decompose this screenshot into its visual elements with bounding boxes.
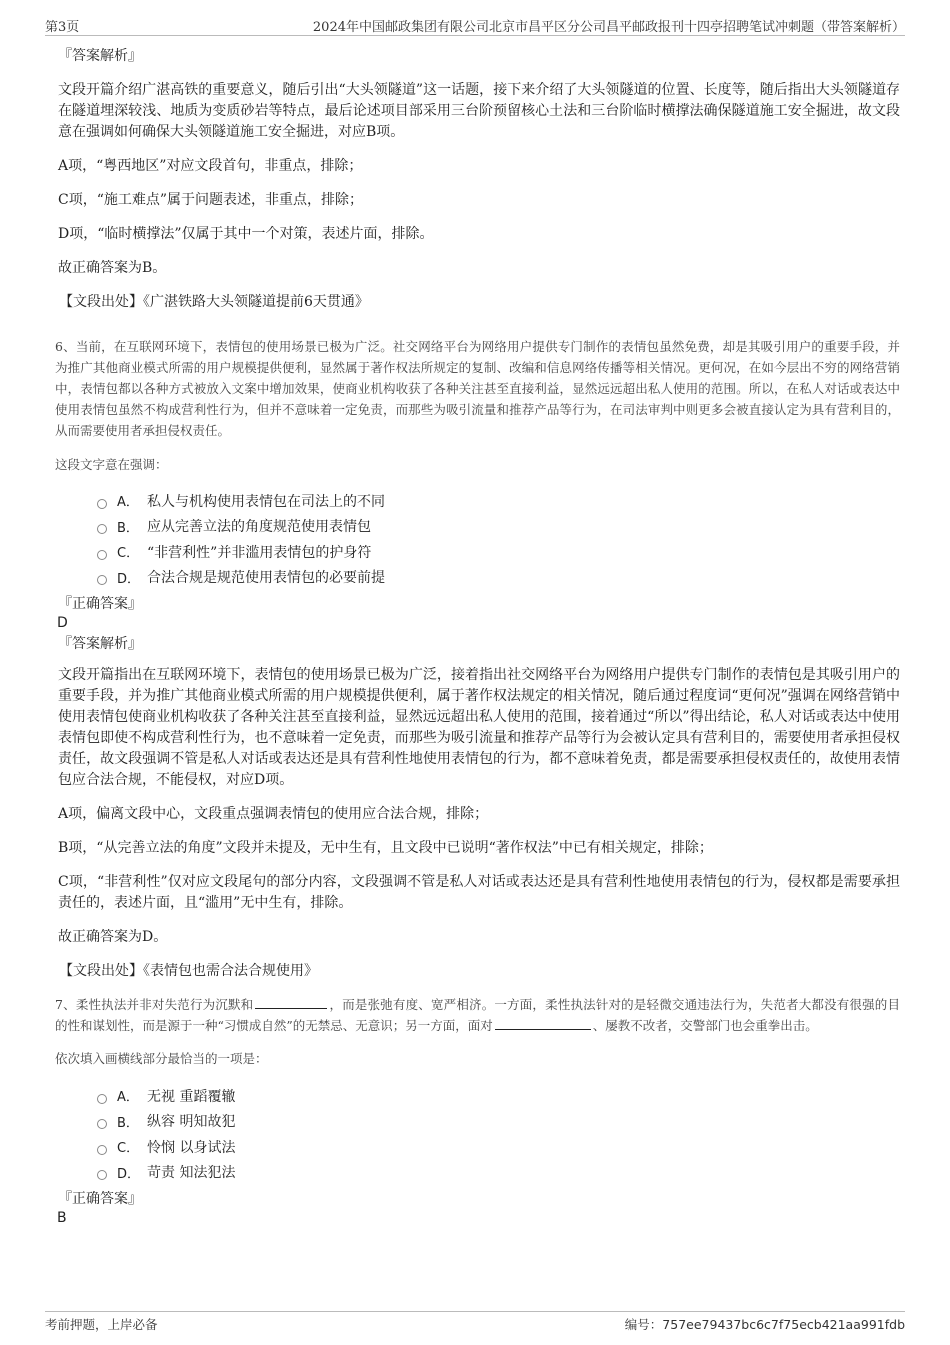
option-letter: B．: [117, 520, 139, 536]
option-letter: A．: [117, 1090, 139, 1106]
option-b[interactable]: [97, 514, 900, 540]
analysis-text: 文段开篇介绍广湛高铁的重要意义，随后引出“大头领隧道”这一话题，接下来介绍了大头领隧道的位置、长度等，随后指出大头领隧道存在隧道埋深较浅、地质为变质砂岩等特点，最后论述项目部采用三台阶预留核心土法和三台阶临时横撑法确保隧道施工安全掘进，故文段意在强调如何确保大头领隧道施工安全掘进，对应B项。: [58, 82, 900, 140]
analysis-item-a: A项，“粤西地区”对应文段首句，非重点，排除；: [58, 158, 363, 174]
analysis-item-c: C项，“施工难点”属于问题表述，非重点，排除；: [58, 192, 364, 208]
question-stem: 6、当前，在互联网环境下，表情包的使用场景已极为广泛。社交网络平台为网络用户提供专门制作的表情包虽然免费，却是其吸引用户的重要手段，并为推广其他商业模式所需的用户规模提供便利，显然属于著作权法所规定的复制、改编和信息网络传播等相关情况。更何况，在如今层出不穷的网络营销中，表情包都以各种方式被放入文案中增加效果，使商业机构收获了各种关注甚至直接利益，显然远远超出私人使用的范围。所以，在私人对话或表达中使用表情包虽然不构成营利性行为，但并不意味着一定免责，而那些为吸引流量和推荐产品等行为，在司法审判中则更多会被直接认定为具有营利目的，从而需要使用者承担侵权责任。: [55, 339, 900, 438]
correct-answer: B: [57, 1210, 67, 1226]
option-text: 私人与机构使用表情包在司法上的不同: [147, 493, 385, 510]
option-text: 怜悯 以身试法: [147, 1139, 236, 1156]
option-c[interactable]: [97, 539, 900, 565]
radio-button[interactable]: [97, 1170, 107, 1180]
option-text: 应从完善立法的角度规范使用表情包: [147, 519, 371, 536]
option-text: “非营利性”并非滥用表情包的护身符: [147, 544, 372, 561]
correct-answer-label: 『正确答案』: [58, 1191, 142, 1207]
radio-button[interactable]: [97, 550, 107, 560]
correct-answer-label: 『正确答案』: [58, 596, 142, 612]
options-list: [97, 1083, 900, 1185]
conclusion: 故正确答案为B。: [58, 260, 167, 276]
stem-part-2: ，而是张弛有度、宽严相济。一方面，柔性执法针对的是轻微交通违法行为，失范者大都没有很强的目的性和谋划性，而是源于一种“习惯成自然”的无禁忌、无意识；另一方面，面对: [55, 997, 900, 1033]
page-number: 第3页: [45, 20, 80, 35]
option-d[interactable]: [97, 565, 900, 591]
page-content: [55, 44, 900, 1227]
page-footer: [45, 1311, 905, 1335]
option-text: 无视 重蹈覆辙: [147, 1088, 236, 1105]
stem-part-1: 7、柔性执法并非对失范行为沉默和: [55, 997, 254, 1012]
option-text: 纵容 明知故犯: [147, 1114, 236, 1131]
option-d[interactable]: [97, 1160, 900, 1186]
option-a[interactable]: [97, 1083, 900, 1109]
analysis-item-c: C项，“非营利性”仅对应文段尾句的部分内容，文段强调不管是私人对话或表达还是具有营利性地使用表情包的行为，侵权都是需要承担责任的，表述片面，且“滥用”无中生有，排除。: [58, 874, 900, 911]
document-code: [625, 1315, 905, 1333]
question-prompt: 依次填入画横线部分最恰当的一项是：: [55, 1051, 268, 1066]
source-citation: 【文段出处】《广湛铁路大头领隧道提前6天贯通》: [59, 294, 369, 310]
code-label: 编号：: [624, 1317, 663, 1332]
radio-button[interactable]: [97, 1145, 107, 1155]
source-citation: 【文段出处】《表情包也需合法合规使用》: [59, 963, 318, 979]
analysis-item-d: D项，“临时横撑法”仅属于其中一个对策，表述片面，排除。: [58, 226, 434, 242]
options-list: [97, 488, 900, 590]
option-letter: B．: [117, 1115, 139, 1131]
option-text: 合法合规是规范使用表情包的必要前提: [147, 570, 385, 587]
option-letter: C．: [117, 1141, 140, 1157]
question-prompt: 这段文字意在强调：: [55, 457, 168, 472]
radio-button[interactable]: [97, 1119, 107, 1129]
page-header: [45, 14, 905, 36]
analysis-item-b: B项，“从完善立法的角度”文段并未提及，无中生有，且文段中已说明“著作权法”中已有相关规定，排除；: [58, 840, 713, 856]
question-stem: [55, 994, 900, 1036]
option-letter: D．: [117, 1166, 141, 1182]
radio-button[interactable]: [97, 575, 107, 585]
option-c[interactable]: [97, 1134, 900, 1160]
stem-part-3: 、屡教不改者，交警部门也会重拳出击。: [592, 1018, 818, 1033]
fill-blank-2: [495, 1018, 591, 1030]
option-letter: C．: [117, 546, 140, 562]
analysis-text: 文段开篇指出在互联网环境下，表情包的使用场景已极为广泛，接着指出社交网络平台为网络用户提供专门制作的表情包是其吸引用户的重要手段，并为推广其他商业模式所需的用户规模提供便利，属于著作权法规定的相关情况，随后通过程度词“更何况”强调在网络营销中使用表情包使商业机构收获了各种关注甚至直接利益，显然远远超出私人使用的范围，接着通过“所以”得出结论，私人对话或表达中使用表情包即使不构成营利性行为，也不意味着一定免责，而那些为吸引流量和推荐产品等行为会被认定具有营利目的，需要使用者承担侵权责任，故文段强调不管是私人对话或表达还是具有营利性地使用表情包的行为，都不意味着免责，都是需要承担侵权责任的，故使用表情包应合法合规，不能侵权，对应D项。: [58, 667, 900, 788]
question-6: [55, 336, 900, 982]
radio-button[interactable]: [97, 1094, 107, 1104]
question-7: [55, 994, 900, 1227]
fill-blank-1: [255, 997, 327, 1009]
option-letter: A．: [117, 495, 139, 511]
analysis-label: 『答案解析』: [58, 636, 142, 652]
conclusion: 故正确答案为D。: [58, 929, 168, 945]
option-letter: D．: [117, 571, 141, 587]
analysis-item-a: A项，偏离文段中心，文段重点强调表情包的使用应合法合规，排除；: [58, 806, 489, 822]
option-b[interactable]: [97, 1109, 900, 1135]
radio-button[interactable]: [97, 524, 107, 534]
code-value: 757ee79437bc6c7f75ecb421aa991fdb: [662, 1317, 905, 1332]
radio-button[interactable]: [97, 499, 107, 509]
option-text: 苛责 知法犯法: [147, 1165, 236, 1182]
analysis-label: 『答案解析』: [58, 48, 142, 64]
footer-slogan: 考前押题，上岸必备: [45, 1317, 158, 1332]
question-5-explanation: [55, 46, 900, 313]
document-title: 2024年中国邮政集团有限公司北京市昌平区分公司昌平邮政报刊十四亭招聘笔试冲刺题（带答案解析）: [312, 20, 905, 35]
option-a[interactable]: [97, 488, 900, 514]
correct-answer: D: [57, 615, 68, 631]
